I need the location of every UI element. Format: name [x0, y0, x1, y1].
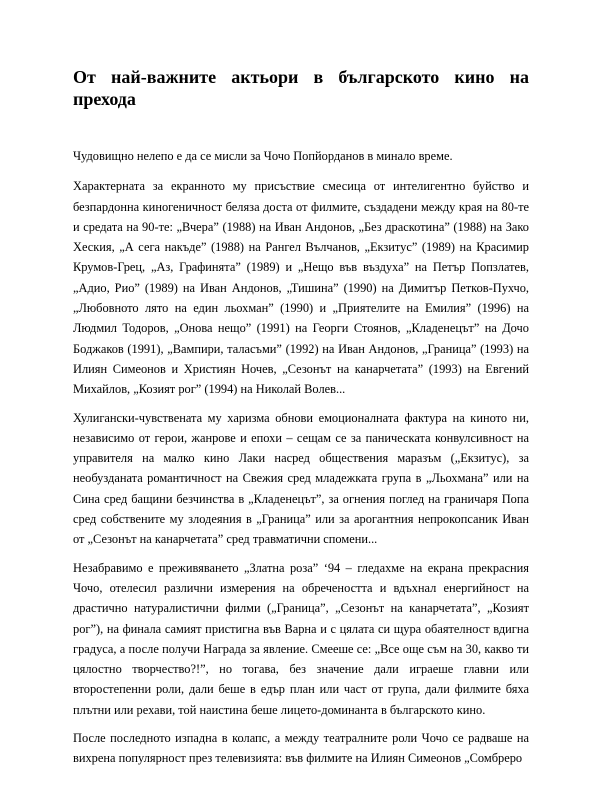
paragraph-television: После последното изпадна в колапс, а между театралните роли Чочо се радваше на вихрена популярност през телевизията: във филмите на Илиян Симеонов „Сомбреро — [73, 731, 529, 766]
article-body — [73, 146, 529, 777]
paragraph-charisma: Хулигански-чувствената му харизма обнови емоционалната фактура на киното ни, независимо от герои, жанрове и епохи – сещам се за паническата конвулсивност на управителя на малко кино Лаки насред обществения маразъм („Екзитус), за необузданата романтичност на Свежия сред младежката група в „Льохмана” или на Сина сред бащини безчинства в „Кладенецът”, за огнения поглед на граничаря Попа сред собствените му злодеяния в „Граница” или за арогантния непрокопсаник Иван от „Сезонът на канарчетата” сред травматични спомени... — [73, 410, 529, 547]
paragraph-filmography: Характерната за екранното му присъствие смесица от интелигентно буйство и безпардонна киногеничност беляза доста от филмите, създадени между края на 80-те и средата на 90-те: „Вчера” (1988) на Иван Андонов, „Без драскотина” (1988) на Зако Хеския, „А сега накъде” (1988) на Рангел Вълчанов, „Екзитус” (1989) на Красимир Крумов-Грец, „Аз, Графинята” (1989) и „Нещо във въздуха” на Петър Попзлатев, „Адио, Рио” (1989) на Иван Андонов, „Тишина” (1990) на Димитър Петков-Пухчо, „Любовното лято на един льохман” (1990) и „Приятелите на Емилия” (1996) на Людмил Тодоров, „Онова нещо” (1991) на Георги Стоянов, „Кладенецът” на Дочо Боджаков (1991), „Вампири, таласъми” (1992) на Иван Андонов, „Граница” (1993) на Илиян Симеонов и Християн Ночев, „Сезонът на канарчетата” (1993) на Евгений Михайлов, „Козият рог” (1994) на Николай Волев... — [73, 179, 529, 397]
article-title: От най-важните актьори в българското кино на прехода — [73, 67, 529, 109]
paragraph-intro: Чудовищно нелепо е да се мисли за Чочо Попйорданов в минало време. — [73, 149, 453, 163]
paragraph-golden-rose: Незабравимо е преживяването „Златна роза” ‘94 – гледахме на екрана прекрасния Чочо, отелесил различни измерения на обречеността и вдъхнал енергийност на драстично натуралистични филми („Граница”, „Сезонът на канарчетата”, „Козият рог”), на финала самият пристигна във Варна и с цялата си щура обаятелност вдигна градуса, а после получи Награда за явление. Смееше се: „Все още съм на 30, какво ти цялостно творчество?!”, но тогава, без значение дали играеше главни или второстепенни роли, дали беше в едър план или част от група, дали филмите бяха плътни или рехави, той наистина беше лицето-доминанта в българското кино. — [73, 560, 529, 717]
